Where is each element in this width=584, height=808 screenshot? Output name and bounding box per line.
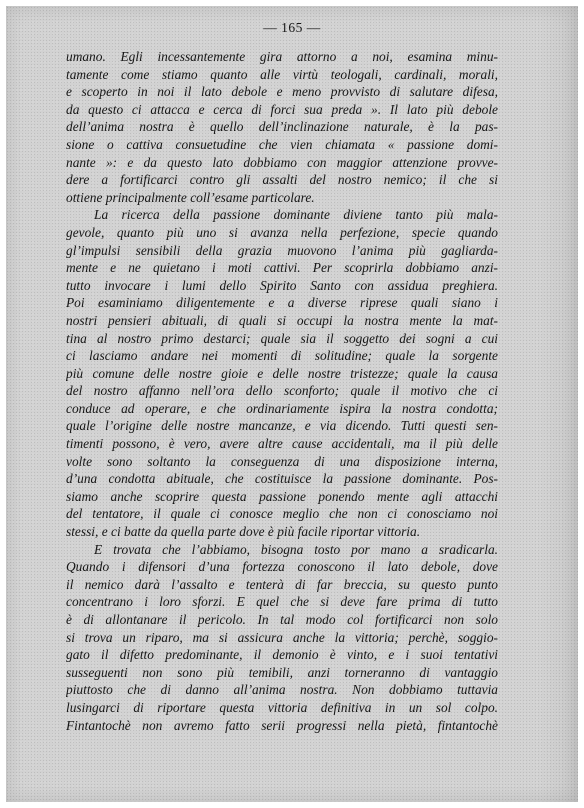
text-line: sione o cattiva consuetudine che vien chiamata « passione domi- — [66, 136, 498, 152]
text-line: conduce ad operare, e che ordinariamente ispira la nostra condotta; — [66, 400, 498, 416]
text-line: lusingarci di riportare questa vittoria definitiva in un sol colpo. — [66, 699, 498, 715]
text-line: volte sono soltanto la conseguenza di una disposizione interna, — [66, 453, 498, 469]
text-line: tina al nostro primo destarci; quale sia il soggetto dei sogni a cui — [66, 330, 498, 346]
text-line: concentrano i loro sforzi. E quel che si deve fare prima di tutto — [66, 594, 498, 610]
text-line: La ricerca della passione dominante diviene tanto più mala- — [94, 207, 498, 223]
text-line: ci lasciamo andare nei momenti di solitudine; quale la sorgente — [66, 348, 498, 364]
text-line: Poi esaminiamo diligentemente e a diverse riprese quali siano i — [66, 295, 498, 311]
text-line: quale l’origine delle nostre mancanze, e via dicendo. Tutti questi sen- — [66, 418, 498, 434]
text-line: il nemico darà l’assalto e tenterà di far breccia, su questo punto — [66, 576, 498, 592]
text-line: gevole, quanto più uno si avanza nella perfezione, specie quando — [66, 224, 498, 240]
text-line: del tentatore, il quale ci conosce meglio che non ci conosciamo noi — [66, 506, 498, 522]
scanned-page — [6, 6, 578, 802]
page-number: — 165 — — [263, 20, 321, 35]
text-line: ottiene principalmente coll’esame particolare. — [66, 189, 315, 205]
text-line: da questo ci attacca e cerca di forci sua preda ». Il lato più debole — [66, 101, 498, 117]
text-line: del nostro affanno nell’ora dello sconforto; quale il motivo che ci — [66, 383, 498, 399]
text-line: piuttosto che di danno all’anima nostra. Non dobbiamo tuttavia — [66, 682, 498, 698]
text-line: si trova un riparo, ma si assicura anche la vittoria; perchè, soggio- — [66, 629, 498, 645]
text-line: siamo anche scoprire questa passione ponendo mente agli attacchi — [66, 488, 498, 504]
text-line: nante »: e da questo lato dobbiamo con maggior attenzione provve- — [66, 154, 498, 170]
page-edge-shadow — [538, 6, 578, 802]
text-line: è di allontanare il pericolo. In tal modo col fortificarci non solo — [66, 612, 498, 627]
text-line: tamente come stiamo quanto alle virtù teologali, cardinali, morali, — [66, 66, 498, 82]
text-line: dere a fortificarci contro gli assalti del nostro nemico; il che si — [66, 172, 498, 188]
text-line: stessi, e ci batte da quella parte dove è più facile riportar vittoria. — [66, 524, 421, 540]
text-line: susseguenti non sono più temibili, anzi torneranno di vantaggio — [66, 664, 498, 680]
text-line: e scoperto in noi il lato debole e meno provvisto di salutare difesa, — [66, 84, 498, 100]
text-line: nostri pensieri abituali, di quali si occupi la nostra mente la mat- — [66, 312, 498, 328]
text-line: timenti possono, è vero, avere altre cause accidentali, ma il più delle — [66, 436, 498, 452]
text-line: d’una condotta abituale, che costituisce la passione dominante. Pos- — [66, 471, 498, 487]
text-line: gato il difetto predominante, il demonio è vinto, e i suoi tentativi — [66, 647, 498, 663]
text-line: dell’anima nostra è quello dell’inclinazione naturale, è la pas- — [66, 119, 498, 135]
text-line: Fintantochè non avremo fatto serii progressi nella pietà, fintantochè — [66, 717, 498, 733]
body-text — [66, 48, 498, 734]
text-line: gl’impulsi sensibili della grazia muovono l’anima più gagliarda- — [66, 242, 498, 258]
text-line: E trovata che l’abbiamo, bisogna tosto por mano a sradicarla. — [94, 541, 498, 557]
text-line: tutto invocare i lumi dello Spirito Santo con assidua preghiera. — [66, 277, 498, 293]
text-line: umano. Egli incessantemente gira attorno a noi, esamina minu- — [66, 49, 498, 64]
text-line: Quando i difensori d’una fortezza conoscono il lato debole, dove — [66, 559, 498, 575]
text-line: più comune delle nostre gioie e delle nostre tristezze; quale la causa — [66, 365, 498, 381]
text-line: mente e ne quietano i moti cattivi. Per scoprirla dobbiamo anzi- — [66, 260, 498, 276]
